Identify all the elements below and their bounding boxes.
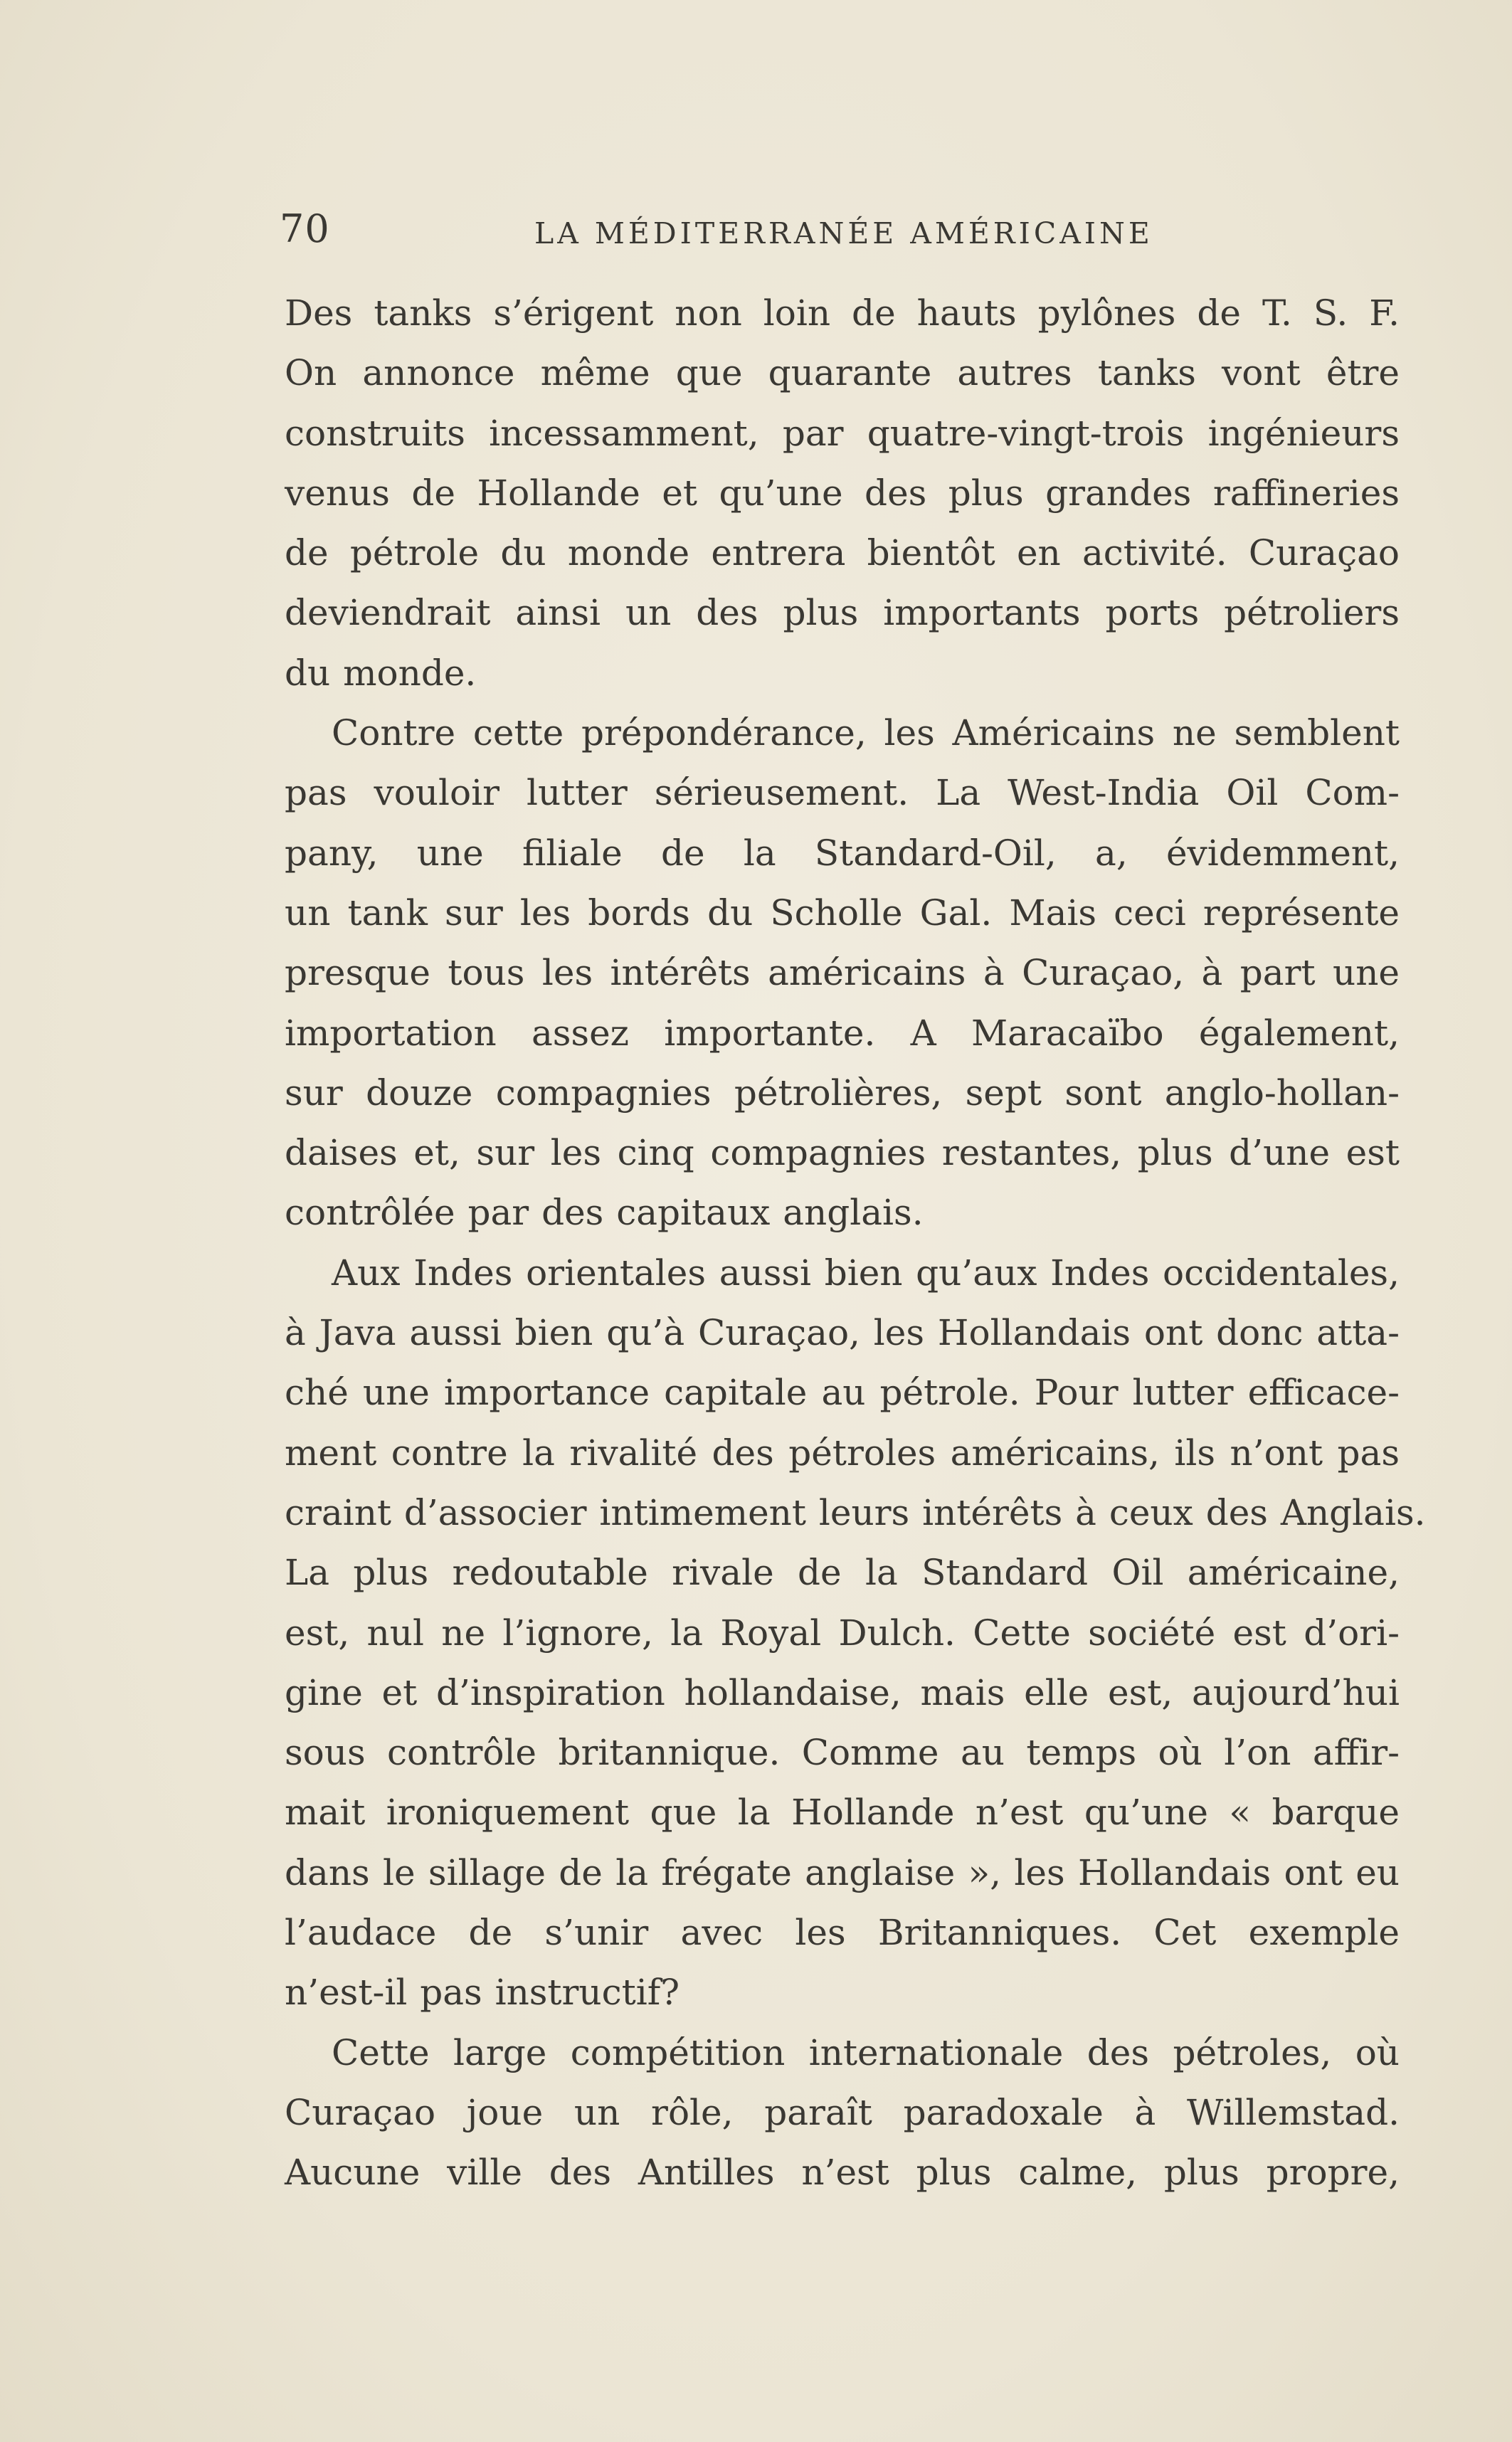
text-line: ment contre la rivalité des pétroles américains, ils n’ont pas (285, 1432, 1400, 1474)
text-line: l’audace de s’unir avec les Britanniques. Cet exemple (285, 1912, 1400, 1954)
text-line: daises et, sur les cinq compagnies restantes, plus d’une est (285, 1132, 1400, 1174)
text-line: à Java aussi bien qu’à Curaçao, les Hollandais ont donc atta- (285, 1312, 1400, 1354)
text-line: On annonce même que quarante autres tanks vont être (285, 352, 1400, 394)
text-line: un tank sur les bords du Scholle Gal. Mais ceci représente (285, 892, 1400, 934)
text-line: gine et d’inspiration hollandaise, mais elle est, aujourd’hui (285, 1671, 1400, 1713)
text-line: Curaçao joue un rôle, paraît paradoxale à Willemstad. (285, 2091, 1400, 2133)
text-line: ché une importance capitale au pétrole. Pour lutter efficace- (285, 1372, 1400, 1414)
text-line: de pétrole du monde entrera bientôt en activité. Curaçao (285, 532, 1400, 574)
text-line: Aux Indes orientales aussi bien qu’aux Indes occidentales, (332, 1252, 1400, 1294)
text-line: est, nul ne l’ignore, la Royal Dulch. Cette société est d’ori- (285, 1612, 1400, 1654)
text-line: La plus redoutable rivale de la Standard Oil américaine, (285, 1552, 1400, 1594)
text-line: Cette large compétition internationale des pétroles, où (332, 2031, 1400, 2073)
text-line: pany, une filiale de la Standard-Oil, a, évidemment, (285, 832, 1400, 874)
text-line: Aucune ville des Antilles n’est plus calme, plus propre, (285, 2152, 1400, 2194)
text-line: n’est-il pas instructif? (285, 1972, 680, 2014)
text-line: mait ironiquement que la Hollande n’est qu’une « barque (285, 1792, 1400, 1834)
text-line: deviendrait ainsi un des plus importants ports pétroliers (285, 592, 1400, 634)
text-line: construits incessamment, par quatre-vingt-trois ingénieurs (285, 412, 1400, 454)
text-line: Des tanks s’érigent non loin de hauts pylônes de T. S. F. (285, 292, 1400, 334)
text-line: du monde. (285, 652, 477, 694)
text-line: importation assez importante. A Maracaïbo également, (285, 1012, 1400, 1054)
text-line: Contre cette prépondérance, les Américains ne semblent (332, 712, 1400, 754)
page-number: 70 (280, 206, 330, 251)
body-text (285, 283, 1426, 2203)
text-line: presque tous les intérêts américains à Curaçao, à part une (285, 952, 1400, 994)
text-line: pas vouloir lutter sérieusement. La West-India Oil Com- (285, 772, 1400, 814)
text-line: sur douze compagnies pétrolières, sept sont anglo-hollan- (285, 1072, 1400, 1114)
text-line: sous contrôle britannique. Comme au temps où l’on affir- (285, 1732, 1400, 1774)
text-line: venus de Hollande et qu’une des plus grandes raffineries (285, 472, 1400, 514)
text-line: dans le sillage de la frégate anglaise », les Hollandais ont eu (285, 1851, 1400, 1893)
text-line: craint d’associer intimement leurs intérêts à ceux des Anglais. (285, 1491, 1426, 1533)
text-line: contrôlée par des capitaux anglais. (285, 1192, 924, 1234)
page-header (280, 201, 1397, 258)
running-head: LA MÉDITERRANÉE AMÉRICAINE (534, 216, 1153, 250)
